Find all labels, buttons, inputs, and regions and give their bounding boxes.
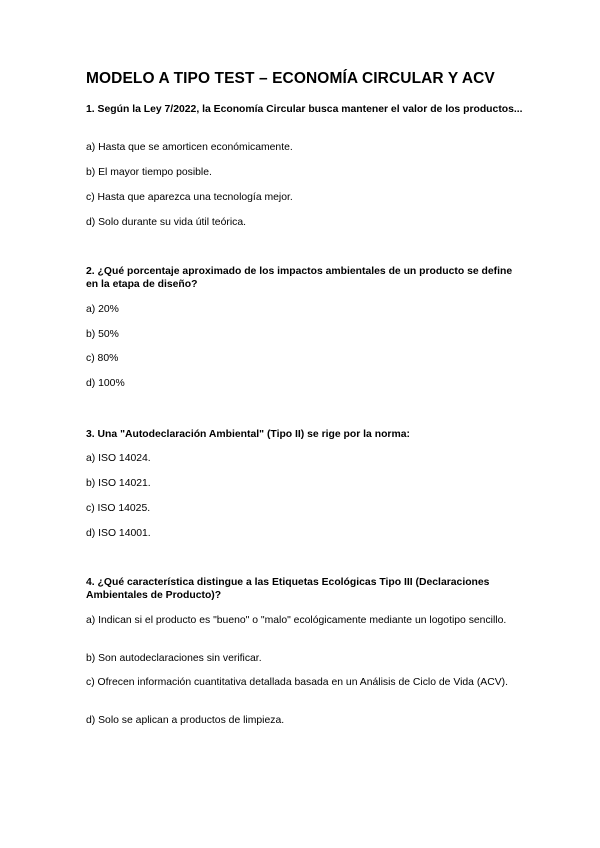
question-1: 1. Según la Ley 7/2022, la Economía Circular busca mantener el valor de los productos... bbox=[86, 104, 523, 115]
question-3-option-c: c) ISO 14025. bbox=[86, 503, 151, 514]
question-2: 2. ¿Qué porcentaje aproximado de los impactos ambientales de un producto se define en la etapa de diseño? bbox=[86, 266, 513, 290]
question-1-option-d: d) Solo durante su vida útil teórica. bbox=[86, 217, 246, 228]
question-3: 3. Una "Autodeclaración Ambiental" (Tipo II) se rige por la norma: bbox=[86, 429, 410, 440]
question-1-option-b: b) El mayor tiempo posible. bbox=[86, 167, 212, 178]
question-3-option-d: d) ISO 14001. bbox=[86, 528, 151, 539]
question-3-option-b: b) ISO 14021. bbox=[86, 478, 151, 489]
question-2-option-c: c) 80% bbox=[86, 353, 119, 364]
question-2-option-b: b) 50% bbox=[86, 329, 119, 340]
question-2-option-a: a) 20% bbox=[86, 304, 119, 315]
question-1-option-c: c) Hasta que aparezca una tecnología mejor. bbox=[86, 192, 293, 203]
question-4: 4. ¿Qué característica distingue a las Etiquetas Ecológicas Tipo III (Declaraciones Ambientales de Producto)? bbox=[86, 577, 490, 601]
question-4-option-a: a) Indican si el producto es "bueno" o "malo" ecológicamente mediante un logotipo sencillo. bbox=[86, 615, 507, 626]
question-4-option-b: b) Son autodeclaraciones sin verificar. bbox=[86, 653, 262, 664]
question-4-option-c: c) Ofrecen información cuantitativa detallada basada en un Análisis de Ciclo de Vida (ACV). bbox=[86, 677, 509, 688]
question-3-option-a: a) ISO 14024. bbox=[86, 453, 151, 464]
question-4-option-d: d) Solo se aplican a productos de limpieza. bbox=[86, 715, 285, 726]
question-2-option-d: d) 100% bbox=[86, 378, 125, 389]
question-1-option-a: a) Hasta que se amorticen económicamente. bbox=[86, 142, 293, 153]
page-title: MODELO A TIPO TEST – ECONOMÍA CIRCULAR Y ACV bbox=[86, 70, 495, 87]
